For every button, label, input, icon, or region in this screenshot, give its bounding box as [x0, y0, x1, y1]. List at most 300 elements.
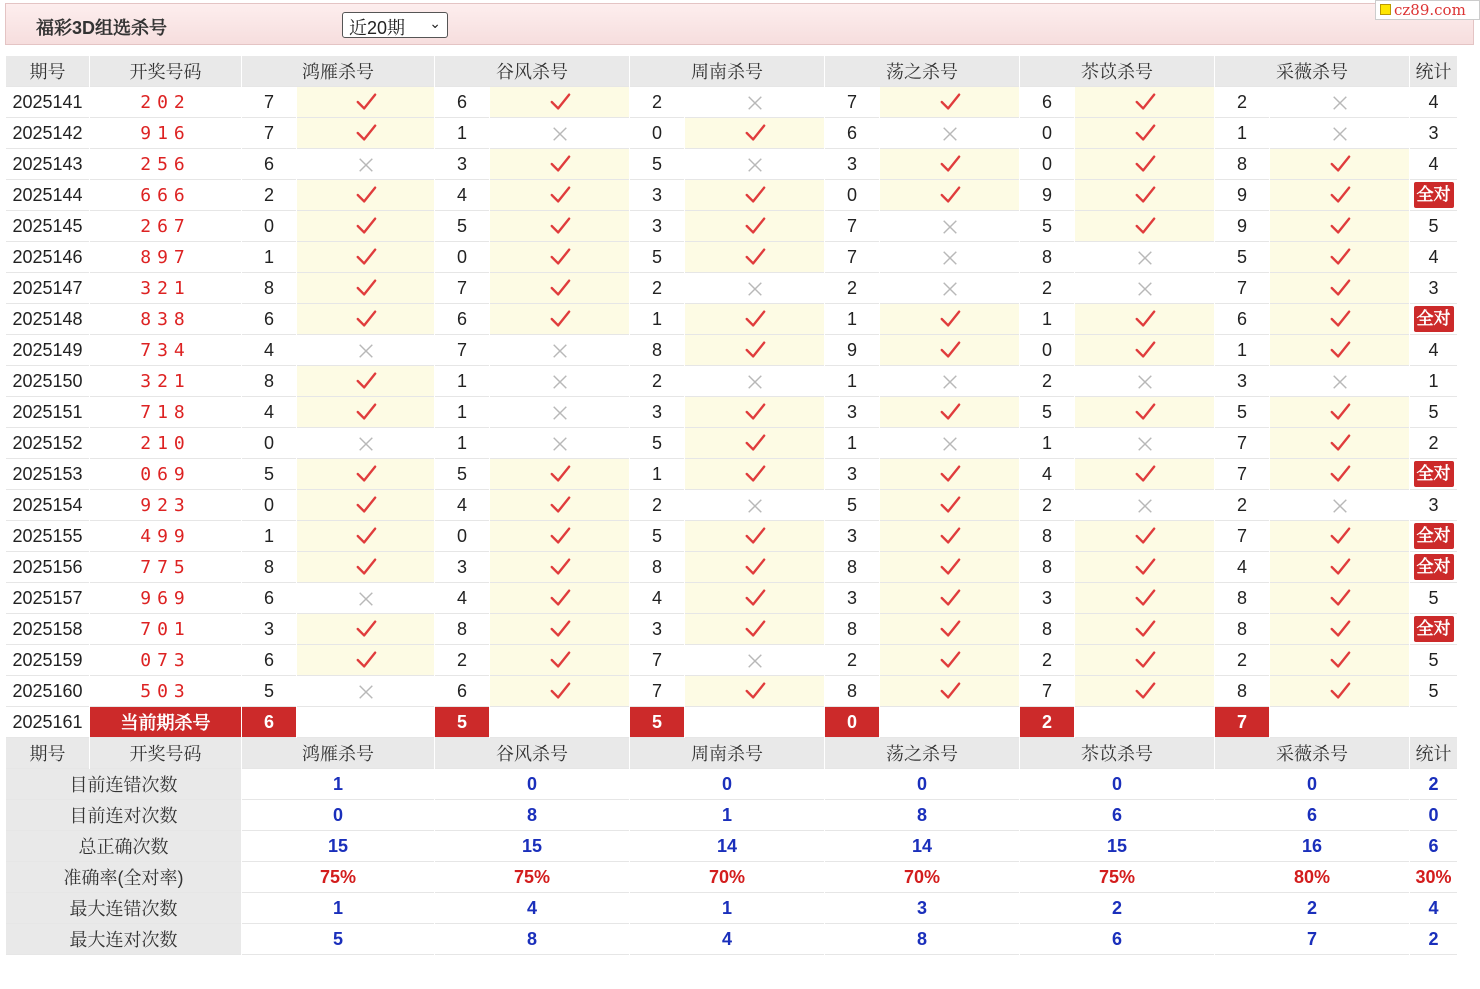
- table-row: [6, 428, 1457, 459]
- check-icon: [1075, 521, 1214, 552]
- col-expert: 荡之杀号: [825, 738, 1019, 769]
- kill-number: 7: [825, 211, 879, 242]
- check-icon: [297, 211, 434, 242]
- check-icon: [490, 149, 629, 180]
- current-kill-number: 0: [825, 707, 879, 738]
- stat-value: 8: [435, 924, 629, 955]
- check-icon: [490, 304, 629, 335]
- kill-number: 1: [1215, 335, 1269, 366]
- check-icon: [1075, 149, 1214, 180]
- table-row: [6, 614, 1457, 645]
- kill-number: 5: [1215, 397, 1269, 428]
- kill-number: 5: [630, 242, 684, 273]
- issue-cell: 2025149: [6, 335, 89, 366]
- kill-number: 4: [242, 335, 296, 366]
- col-expert: 谷风杀号: [435, 56, 629, 87]
- check-icon: [1075, 335, 1214, 366]
- check-icon: [1270, 583, 1409, 614]
- kill-number: 7: [825, 87, 879, 118]
- cross-icon: [297, 583, 434, 614]
- check-icon: [880, 583, 1019, 614]
- cross-icon: [297, 335, 434, 366]
- cross-icon: [880, 242, 1019, 273]
- kill-number: 3: [242, 614, 296, 645]
- kill-number: 2: [825, 273, 879, 304]
- stat-label: 目前连对次数: [6, 800, 241, 831]
- check-icon: [685, 180, 824, 211]
- kill-number: 5: [242, 459, 296, 490]
- current-kill-number: 5: [435, 707, 489, 738]
- check-icon: [1075, 118, 1214, 149]
- check-icon: [880, 521, 1019, 552]
- check-icon: [1075, 583, 1214, 614]
- check-icon: [490, 645, 629, 676]
- check-icon: [297, 459, 434, 490]
- kill-number: 3: [825, 459, 879, 490]
- check-icon: [297, 552, 434, 583]
- check-icon: [297, 180, 434, 211]
- stat-value: 75%: [242, 862, 434, 893]
- kill-number: 5: [1020, 211, 1074, 242]
- col-winning: 开奖号码: [90, 738, 241, 769]
- stat-value: 70%: [630, 862, 824, 893]
- kill-number: 9: [1215, 180, 1269, 211]
- issue-cell: 2025154: [6, 490, 89, 521]
- kill-number: 3: [630, 211, 684, 242]
- winning-number: 073: [90, 645, 241, 676]
- check-icon: [490, 459, 629, 490]
- kill-number: 1: [435, 428, 489, 459]
- kill-number: 0: [435, 521, 489, 552]
- table-row: [6, 118, 1457, 149]
- table-row: [6, 645, 1457, 676]
- count-cell: 5: [1410, 397, 1457, 428]
- check-icon: [297, 304, 434, 335]
- winning-number: 838: [90, 304, 241, 335]
- full-correct-badge: 全对: [1414, 461, 1454, 487]
- winning-number: 897: [90, 242, 241, 273]
- kill-number: 4: [242, 397, 296, 428]
- stat-value: 8: [825, 924, 1019, 955]
- check-icon: [880, 304, 1019, 335]
- issue-cell: 2025153: [6, 459, 89, 490]
- table-row: [6, 459, 1457, 490]
- kill-number: 6: [242, 583, 296, 614]
- kill-number: 7: [1215, 273, 1269, 304]
- check-icon: [880, 614, 1019, 645]
- winning-number: 321: [90, 366, 241, 397]
- cross-icon: [1075, 366, 1214, 397]
- count-cell: 2: [1410, 428, 1457, 459]
- count-cell: [1410, 521, 1457, 552]
- check-icon: [1270, 645, 1409, 676]
- kill-number: 0: [1020, 149, 1074, 180]
- kill-number: 6: [435, 87, 489, 118]
- winning-number: 734: [90, 335, 241, 366]
- kill-number: 7: [435, 273, 489, 304]
- kill-number: 4: [1020, 459, 1074, 490]
- kill-number: 1: [825, 304, 879, 335]
- kill-number: 0: [1020, 118, 1074, 149]
- table-row: [6, 180, 1457, 211]
- stat-value: 15: [435, 831, 629, 862]
- kill-number: 2: [435, 645, 489, 676]
- check-icon: [297, 87, 434, 118]
- col-expert: 采薇杀号: [1215, 738, 1409, 769]
- issue-cell: 2025141: [6, 87, 89, 118]
- kill-number: 5: [1020, 397, 1074, 428]
- check-icon: [1270, 614, 1409, 645]
- full-correct-badge: 全对: [1414, 182, 1454, 208]
- check-icon: [1075, 676, 1214, 707]
- check-icon: [880, 87, 1019, 118]
- table-row: [6, 335, 1457, 366]
- check-icon: [490, 583, 629, 614]
- table-header-row: [6, 738, 1457, 769]
- issue-cell: 2025157: [6, 583, 89, 614]
- winning-number: 499: [90, 521, 241, 552]
- check-icon: [685, 583, 824, 614]
- stat-count: 0: [1410, 800, 1457, 831]
- kill-number: 8: [825, 614, 879, 645]
- check-icon: [880, 149, 1019, 180]
- col-count: 统计: [1410, 56, 1457, 87]
- check-icon: [297, 614, 434, 645]
- kill-number: 2: [825, 645, 879, 676]
- kill-number: 8: [242, 273, 296, 304]
- cross-icon: [490, 118, 629, 149]
- check-icon: [685, 552, 824, 583]
- stat-value: 5: [242, 924, 434, 955]
- stat-value: 0: [630, 769, 824, 800]
- count-cell: 4: [1410, 335, 1457, 366]
- kill-number: 5: [825, 490, 879, 521]
- kill-number: 2: [630, 366, 684, 397]
- current-kill-number: 6: [242, 707, 296, 738]
- kill-number: 9: [1215, 211, 1269, 242]
- kill-number: 5: [630, 428, 684, 459]
- count-cell: 5: [1410, 645, 1457, 676]
- check-icon: [1075, 180, 1214, 211]
- kill-number: 7: [435, 335, 489, 366]
- current-kill-number: 7: [1215, 707, 1269, 738]
- col-expert: 苶苡杀号: [1020, 56, 1214, 87]
- stats-row: [6, 893, 1457, 924]
- col-issue: 期号: [6, 56, 89, 87]
- check-icon: [490, 180, 629, 211]
- chevron-down-icon: ⌄: [429, 15, 441, 31]
- table-row: [6, 521, 1457, 552]
- check-icon: [685, 459, 824, 490]
- current-row: [6, 707, 1457, 738]
- full-correct-badge: 全对: [1414, 306, 1454, 332]
- kill-number: 7: [630, 645, 684, 676]
- stat-value: 75%: [435, 862, 629, 893]
- check-icon: [297, 490, 434, 521]
- issue-cell: 2025156: [6, 552, 89, 583]
- kill-number: 6: [1020, 87, 1074, 118]
- cross-icon: [490, 335, 629, 366]
- check-icon: [685, 242, 824, 273]
- table-row: [6, 490, 1457, 521]
- check-icon: [1270, 304, 1409, 335]
- issue-cell: 2025142: [6, 118, 89, 149]
- cross-icon: [685, 490, 824, 521]
- count-cell: [1410, 552, 1457, 583]
- check-icon: [490, 87, 629, 118]
- check-icon: [1270, 335, 1409, 366]
- col-winning: 开奖号码: [90, 56, 241, 87]
- site-watermark: cz89.com: [1375, 0, 1480, 20]
- kill-number: 8: [825, 676, 879, 707]
- kill-number: 9: [1020, 180, 1074, 211]
- kill-number: 8: [1020, 521, 1074, 552]
- kill-number: 3: [630, 180, 684, 211]
- issue-cell: 2025146: [6, 242, 89, 273]
- period-select[interactable]: [342, 12, 448, 38]
- col-expert: 苶苡杀号: [1020, 738, 1214, 769]
- stat-value: 7: [1215, 924, 1409, 955]
- stat-value: 0: [825, 769, 1019, 800]
- issue-cell: 2025150: [6, 366, 89, 397]
- kill-number: 2: [630, 273, 684, 304]
- table-row: [6, 552, 1457, 583]
- check-icon: [1270, 211, 1409, 242]
- cross-icon: [1270, 366, 1409, 397]
- kill-number: 7: [825, 242, 879, 273]
- stat-value: 75%: [1020, 862, 1214, 893]
- count-cell: [1410, 614, 1457, 645]
- kill-number: 6: [242, 304, 296, 335]
- stat-value: 80%: [1215, 862, 1409, 893]
- full-correct-badge: 全对: [1414, 554, 1454, 580]
- winning-number: 210: [90, 428, 241, 459]
- stat-label: 目前连错次数: [6, 769, 241, 800]
- kill-number: 1: [435, 397, 489, 428]
- kill-number: 0: [630, 118, 684, 149]
- cross-icon: [685, 645, 824, 676]
- count-cell: 3: [1410, 118, 1457, 149]
- kill-number: 0: [242, 211, 296, 242]
- check-icon: [685, 397, 824, 428]
- check-icon: [880, 552, 1019, 583]
- kill-number: 7: [242, 87, 296, 118]
- kill-number: 0: [435, 242, 489, 273]
- stat-count: 2: [1410, 769, 1457, 800]
- cross-icon: [490, 366, 629, 397]
- kill-number: 7: [1215, 459, 1269, 490]
- kill-number: 3: [435, 552, 489, 583]
- kill-number: 5: [435, 211, 489, 242]
- table-row: [6, 273, 1457, 304]
- check-icon: [1075, 459, 1214, 490]
- stat-value: 6: [1215, 800, 1409, 831]
- winning-number: 701: [90, 614, 241, 645]
- kill-number: 0: [825, 180, 879, 211]
- check-icon: [685, 118, 824, 149]
- check-icon: [1075, 614, 1214, 645]
- kill-number: 0: [242, 490, 296, 521]
- check-icon: [1270, 273, 1409, 304]
- kill-number: 6: [435, 676, 489, 707]
- count-cell: 5: [1410, 583, 1457, 614]
- kill-number: 1: [630, 459, 684, 490]
- kill-number: 4: [435, 490, 489, 521]
- cross-icon: [297, 149, 434, 180]
- check-icon: [490, 614, 629, 645]
- cross-icon: [685, 366, 824, 397]
- issue-cell: 2025151: [6, 397, 89, 428]
- stat-label: 总正确次数: [6, 831, 241, 862]
- kill-number: 2: [1215, 645, 1269, 676]
- stat-value: 14: [825, 831, 1019, 862]
- check-icon: [297, 366, 434, 397]
- stats-row: [6, 769, 1457, 800]
- kill-number: 0: [1020, 335, 1074, 366]
- col-issue: 期号: [6, 738, 89, 769]
- kill-number: 6: [825, 118, 879, 149]
- issue-cell: 2025160: [6, 676, 89, 707]
- stats-row: [6, 831, 1457, 862]
- stat-value: 15: [242, 831, 434, 862]
- kill-number: 1: [825, 428, 879, 459]
- stat-label: 最大连错次数: [6, 893, 241, 924]
- check-icon: [490, 552, 629, 583]
- full-correct-badge: 全对: [1414, 616, 1454, 642]
- stat-count: 4: [1410, 893, 1457, 924]
- table-row: [6, 87, 1457, 118]
- kill-number: 3: [1215, 366, 1269, 397]
- kill-number: 8: [1215, 676, 1269, 707]
- issue-cell: 2025152: [6, 428, 89, 459]
- cross-icon: [1075, 242, 1214, 273]
- kill-number: 2: [1215, 490, 1269, 521]
- issue-cell: 2025159: [6, 645, 89, 676]
- current-kill-number: 2: [1020, 707, 1074, 738]
- check-icon: [490, 242, 629, 273]
- issue-cell: 2025155: [6, 521, 89, 552]
- kill-number: 7: [1215, 428, 1269, 459]
- table-row: [6, 149, 1457, 180]
- check-icon: [1270, 459, 1409, 490]
- kill-number: 2: [630, 87, 684, 118]
- kill-number: 6: [435, 304, 489, 335]
- kill-number: 6: [242, 149, 296, 180]
- issue-cell: 2025158: [6, 614, 89, 645]
- cross-icon: [490, 397, 629, 428]
- stats-row: [6, 924, 1457, 955]
- winning-number: 256: [90, 149, 241, 180]
- stat-value: 1: [630, 800, 824, 831]
- kill-number: 3: [825, 583, 879, 614]
- stat-label: 准确率(全对率): [6, 862, 241, 893]
- check-icon: [685, 676, 824, 707]
- kill-number: 8: [435, 614, 489, 645]
- current-kill-number: 5: [630, 707, 684, 738]
- check-icon: [685, 304, 824, 335]
- stat-count: 6: [1410, 831, 1457, 862]
- current-issue: 2025161: [6, 707, 89, 738]
- winning-number: 666: [90, 180, 241, 211]
- col-expert: 荡之杀号: [825, 56, 1019, 87]
- count-cell: 3: [1410, 273, 1457, 304]
- check-icon: [1075, 552, 1214, 583]
- kill-number: 1: [435, 118, 489, 149]
- col-expert: 鸿雁杀号: [242, 56, 434, 87]
- stat-count: 2: [1410, 924, 1457, 955]
- kill-number: 1: [1020, 428, 1074, 459]
- current-label: 当前期杀号: [90, 707, 241, 738]
- check-icon: [490, 676, 629, 707]
- winning-number: 775: [90, 552, 241, 583]
- stat-value: 8: [825, 800, 1019, 831]
- kill-number: 8: [242, 366, 296, 397]
- stat-value: 0: [1215, 769, 1409, 800]
- check-icon: [880, 459, 1019, 490]
- kill-number: 3: [825, 397, 879, 428]
- table-row: [6, 397, 1457, 428]
- count-cell: 4: [1410, 149, 1457, 180]
- check-icon: [1075, 397, 1214, 428]
- winning-number: 321: [90, 273, 241, 304]
- cross-icon: [685, 87, 824, 118]
- winning-number: 916: [90, 118, 241, 149]
- issue-cell: 2025147: [6, 273, 89, 304]
- issue-cell: 2025144: [6, 180, 89, 211]
- kill-number: 1: [242, 242, 296, 273]
- check-icon: [1270, 676, 1409, 707]
- cross-icon: [880, 118, 1019, 149]
- winning-number: 202: [90, 87, 241, 118]
- check-icon: [490, 211, 629, 242]
- kill-number: 7: [630, 676, 684, 707]
- kill-number: 2: [242, 180, 296, 211]
- stat-value: 70%: [825, 862, 1019, 893]
- kill-number: 8: [825, 552, 879, 583]
- stat-count: 30%: [1410, 862, 1457, 893]
- stat-value: 16: [1215, 831, 1409, 862]
- winning-number: 923: [90, 490, 241, 521]
- count-cell: 4: [1410, 242, 1457, 273]
- kill-number: 8: [242, 552, 296, 583]
- table-row: [6, 366, 1457, 397]
- stat-value: 1: [242, 893, 434, 924]
- cross-icon: [297, 428, 434, 459]
- kill-number: 8: [1020, 242, 1074, 273]
- kill-number: 2: [1020, 366, 1074, 397]
- check-icon: [880, 397, 1019, 428]
- check-icon: [685, 428, 824, 459]
- kill-number: 5: [1215, 242, 1269, 273]
- col-expert: 鸿雁杀号: [242, 738, 434, 769]
- check-icon: [685, 211, 824, 242]
- winning-number: 267: [90, 211, 241, 242]
- stat-value: 3: [825, 893, 1019, 924]
- col-expert: 周南杀号: [630, 56, 824, 87]
- check-icon: [685, 521, 824, 552]
- page-title: 福彩3D组选杀号: [36, 18, 168, 38]
- kill-number: 8: [630, 552, 684, 583]
- check-icon: [297, 118, 434, 149]
- winning-number: 069: [90, 459, 241, 490]
- winning-number: 503: [90, 676, 241, 707]
- kill-number: 0: [242, 428, 296, 459]
- kill-number: 9: [825, 335, 879, 366]
- count-cell: [1410, 180, 1457, 211]
- check-icon: [490, 273, 629, 304]
- cross-icon: [1075, 273, 1214, 304]
- kill-number: 8: [1020, 614, 1074, 645]
